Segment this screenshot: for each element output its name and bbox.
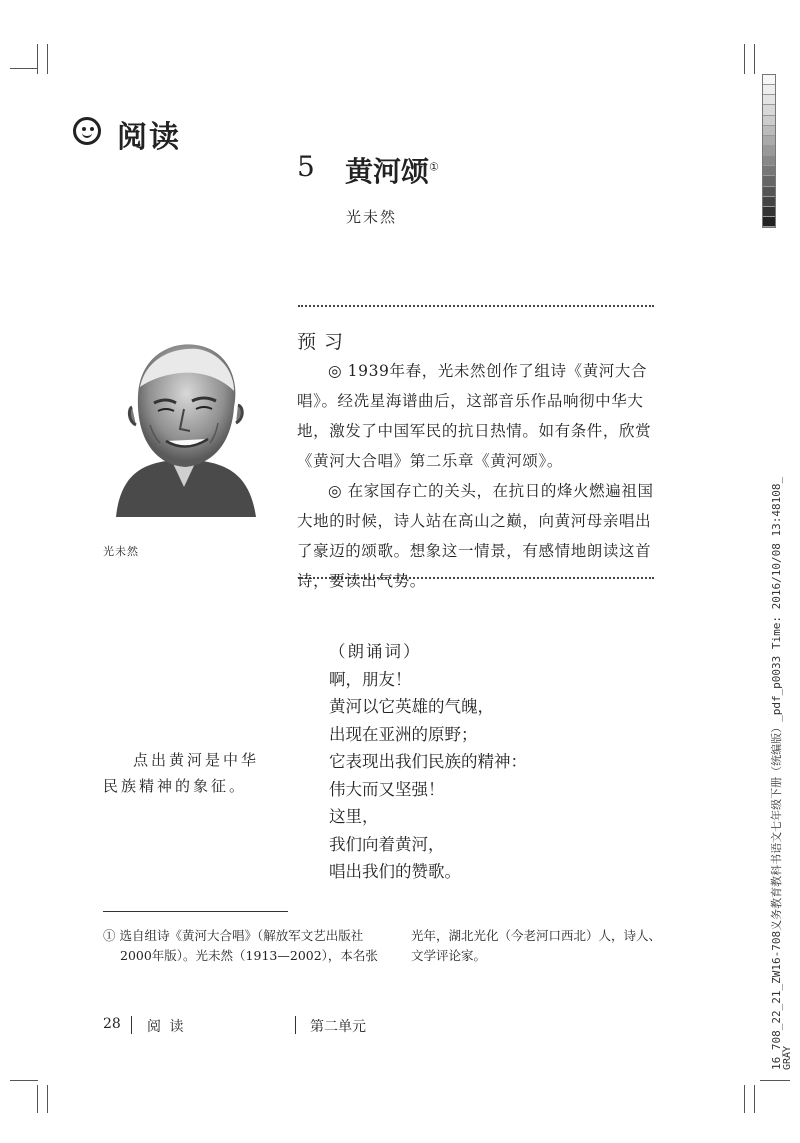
crop-mark: [37, 44, 38, 74]
crop-mark: [47, 44, 48, 74]
preview-paragraph: ◎ 1939年春，光未然创作了组诗《黄河大合唱》。经冼星海谱曲后，这部音乐作品响彻中华大地，激发了中国军民的抗日热情。如有条件，欣赏《黄河大合唱》第二乐章《黄河颂》。: [297, 362, 652, 470]
margin-annotation: [103, 747, 263, 799]
poem-line: 我们向着黄河，: [329, 834, 445, 854]
print-slug-gray: GRAY: [782, 1045, 793, 1070]
poem-line: 它表现出我们民族的精神：: [329, 752, 527, 771]
footnote-line: 2000年版）。光未然（1913—2002），本名张: [120, 948, 378, 963]
footnote-line: 文学评论家。: [411, 948, 487, 963]
preview-paragraph: ◎ 在家国存亡的关头，在抗日的烽火燃遍祖国大地的时候，诗人站在高山之巅，向黄河母亲唱出了豪迈的颂歌。想象这一情景，有感情地朗读这首诗，要读出气势。: [297, 482, 654, 590]
footnote-right-column: [411, 926, 661, 966]
lesson-title: [345, 150, 439, 190]
lesson-title-text: 黄河颂: [345, 155, 430, 188]
footnote-marker: ①: [429, 160, 439, 174]
crop-mark: [744, 44, 745, 74]
crop-mark: [754, 1085, 755, 1113]
poem-line: 出现在亚洲的原野；: [329, 724, 478, 744]
footnote-line: ① 选自组诗《黄河大合唱》（解放军文艺出版社: [103, 928, 364, 943]
margin-annotation-line: 点出黄河是中华: [133, 751, 260, 769]
crop-mark: [760, 1080, 790, 1081]
footnote-rule: [103, 911, 288, 912]
preview-body: [297, 356, 661, 596]
print-slug-text: 16_708_22_21_ZW16-708义务教育教科书语文七年级下册（统编版）_pdf_p0033 Time: 2016/10/08 13:48108_: [770, 476, 783, 1070]
footnote-line: 光年，湖北光化（今老河口西北）人，诗人、: [411, 928, 662, 943]
margin-annotation-line: 民族精神的象征。: [103, 777, 248, 795]
crop-mark: [37, 1085, 38, 1113]
dotted-divider: [298, 305, 654, 307]
footer-divider: [295, 1016, 296, 1034]
crop-mark: [744, 1085, 745, 1113]
crop-mark: [10, 68, 38, 69]
poem-line: 伟大而又坚强！: [329, 779, 445, 799]
lesson-author: 光未然: [346, 208, 398, 226]
smiley-face-icon: [73, 117, 101, 145]
poem-line: 这里，: [329, 807, 379, 826]
crop-mark: [10, 1080, 38, 1081]
poem-line: 黄河以它英雄的气魄，: [329, 697, 494, 716]
footer-section: 阅 读: [147, 1019, 186, 1035]
poem-text: [329, 638, 527, 886]
poem-line: 啊，朋友！: [329, 669, 412, 689]
crop-mark: [754, 44, 755, 74]
footer-unit: 第二单元: [310, 1019, 366, 1035]
lesson-number: 5: [297, 150, 315, 183]
section-title: 阅读: [117, 120, 181, 155]
poem-line: 唱出我们的赞歌。: [329, 862, 461, 881]
footer-divider: [131, 1016, 132, 1034]
crop-mark: [47, 1085, 48, 1113]
portrait-photo: [110, 337, 258, 517]
footnote-left-column: [103, 926, 378, 966]
grayscale-calibration-strip: [762, 74, 776, 228]
preview-heading: 预习: [297, 331, 352, 353]
page-number: 28: [103, 1016, 121, 1032]
portrait-caption: 光未然: [103, 545, 139, 558]
poem-stage-direction: （朗诵词）: [329, 642, 422, 661]
